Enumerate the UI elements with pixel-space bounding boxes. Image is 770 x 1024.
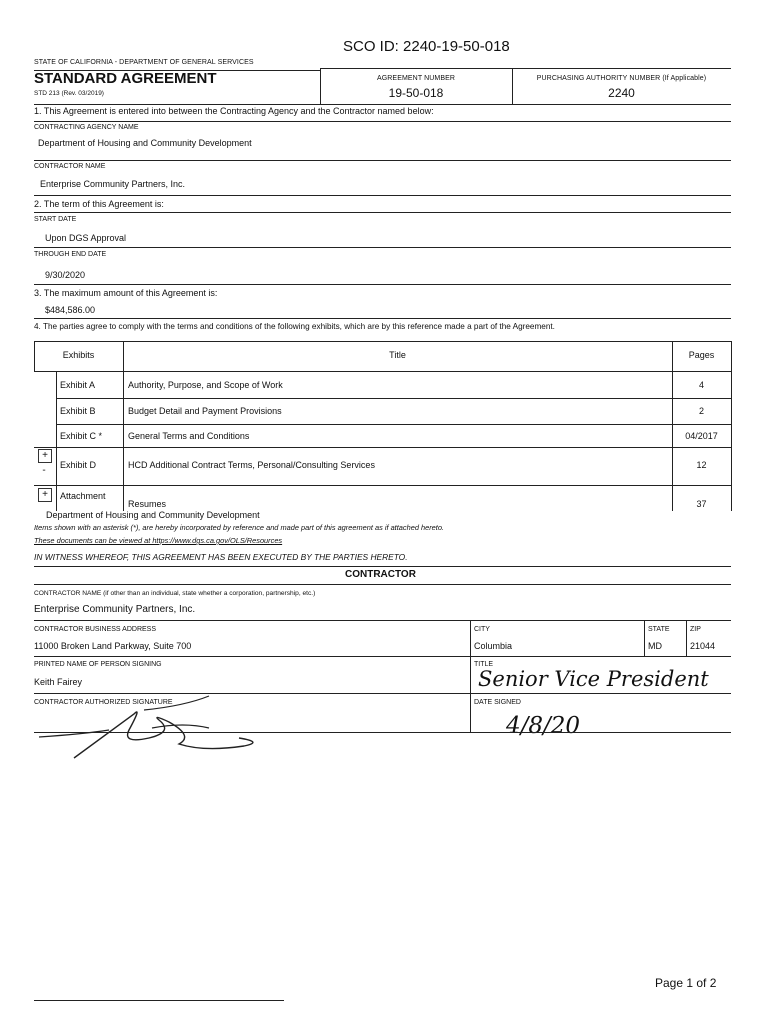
contractor-name: Enterprise Community Partners, Inc. [40,179,186,189]
city-label: CITY [474,626,490,633]
exhibit-d: Exhibit D [60,460,97,470]
state-label: STATE [648,626,670,633]
contractor-name-label: CONTRACTOR NAME (if other than an individual, state whether a corporation, partnership, etc.) [34,590,316,597]
state-value: MD [648,641,662,651]
sco-id: SCO ID: 2240-19-50-018 [343,38,510,55]
exhibit-c-title: General Terms and Conditions [128,431,250,441]
title-value: Senior Vice President [478,667,709,691]
expand-d-button[interactable]: + [38,449,52,463]
title-header: Title [389,350,406,360]
attachment: Attachment [60,491,106,501]
witness-statement: IN WITNESS WHEREOF, THIS AGREEMENT HAS BEEN EXECUTED BY THE PARTIES HERETO. [34,552,408,562]
exhibit-b-title: Budget Detail and Payment Provisions [128,406,282,416]
overlap-agency-text: Department of Housing and Community Development [46,510,260,520]
exhibit-d-pages: 12 [696,460,707,470]
zip-label: ZIP [690,626,701,633]
signature-label: CONTRACTOR AUTHORIZED SIGNATURE [34,699,173,706]
agreement-number: 19-50-018 [388,86,444,100]
pages-header: Pages [688,350,715,360]
exhibit-a-title: Authority, Purpose, and Scope of Work [128,380,283,390]
contractor-label: CONTRACTOR NAME [34,163,106,170]
resources-note: These documents can be viewed at https://www.dgs.ca.gov/OLS/Resources [34,536,283,545]
agency-name: Department of Housing and Community Development [38,138,252,148]
zip-value: 21044 [690,641,716,651]
section3-text: 3. The maximum amount of this Agreement is: [34,288,218,298]
start-label: START DATE [34,216,77,223]
agency-label: CONTRACTING AGENCY NAME [34,124,139,131]
exhibit-b: Exhibit B [60,406,96,416]
dept-line: STATE OF CALIFORNIA - DEPARTMENT OF GENERAL SERVICES [34,59,254,66]
exhibit-c-pages: 04/2017 [685,431,718,441]
contractor-name-value: Enterprise Community Partners, Inc. [34,604,196,615]
form-title: STANDARD AGREEMENT [34,70,217,87]
section4-text: 4. The parties agree to comply with the terms and conditions of the following exhibits, which are by this reference made a part of the Agreement. [34,322,555,331]
max-amount: $484,586.00 [45,305,96,315]
end-label: THROUGH END DATE [34,251,107,258]
city-value: Columbia [474,641,513,651]
address-label: CONTRACTOR BUSINESS ADDRESS [34,626,157,633]
exhibit-a: Exhibit A [60,380,96,390]
attachment-title: Resumes [128,499,167,509]
exhibit-b-pages: 2 [698,406,704,416]
printed-name-value: Keith Fairey [34,677,83,687]
section1-text: 1. This Agreement is entered into between the Contracting Agency and the Contractor named below: [34,106,434,116]
page-number: Page 1 of 2 [655,976,717,990]
form-number: STD 213 (Rev. 03/2019) [34,90,104,97]
exhibits-header: Exhibits [62,350,95,360]
printed-name-label: PRINTED NAME OF PERSON SIGNING [34,661,162,668]
exhibit-a-pages: 4 [698,380,704,390]
section2-text: 2. The term of this Agreement is: [34,199,164,209]
contractor-heading: CONTRACTOR [345,569,416,580]
attachment-pages: 37 [696,499,707,509]
agreement-number-label: AGREEMENT NUMBER [376,75,456,82]
purchasing-number: 2240 [608,86,635,100]
title-label: TITLE [474,661,494,668]
footer-rule [34,1000,284,1001]
asterisk-note: Items shown with an asterisk (*), are hereby incorporated by reference and made part of this agreement as if attached hereto. [34,523,444,532]
exhibit-c: Exhibit C * [60,431,103,441]
end-date: 9/30/2020 [45,270,86,280]
exhibit-d-title: HCD Additional Contract Terms, Personal/Consulting Services [128,460,375,470]
contractor-signature [34,692,274,764]
start-date: Upon DGS Approval [45,233,127,243]
collapse-d-button[interactable]: - [42,465,46,476]
address-value: 11000 Broken Land Parkway, Suite 700 [34,641,192,651]
date-signed-label: DATE SIGNED [474,699,521,706]
purchasing-label: PURCHASING AUTHORITY NUMBER (If Applicable) [536,75,707,82]
date-signed-value: 4/8/20 [506,713,581,739]
expand-attachment-button[interactable]: + [38,488,52,502]
